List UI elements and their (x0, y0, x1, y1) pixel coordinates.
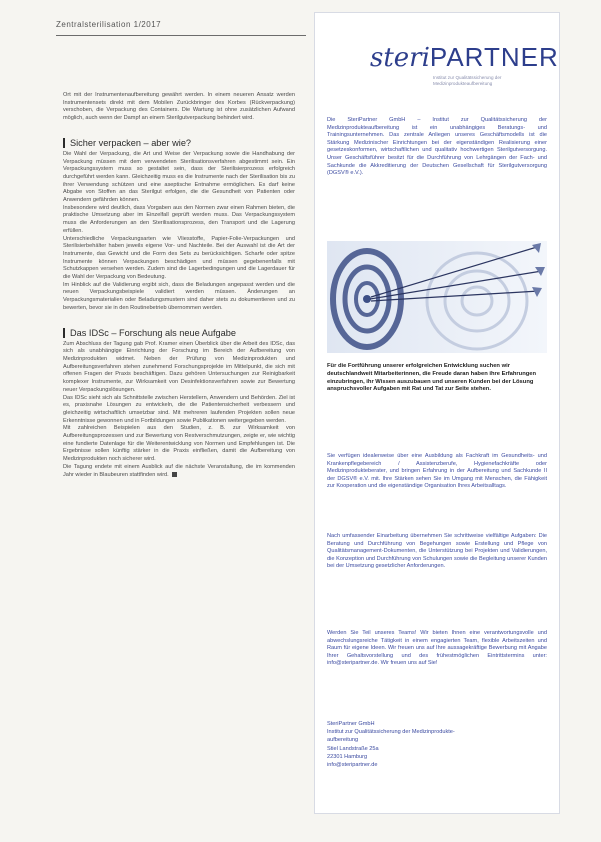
contact-street: Stiel Landstraße 25a (327, 745, 379, 752)
job-ad-sidebar (314, 12, 560, 814)
end-of-article-mark (172, 472, 177, 477)
company-intro: Die SteriPartner GmbH – Institut zur Qualitätssicherung der Medizinprodukteaufbereitung ist ein unabhängiges Beratungs- und Trainingsunternehmen. Das zentrale Anliegen unseres Geschäftsmodells ist die Stärkung Medizinischer Einrichtungen bei der eigenständigen Realisierung einer gesetzeskonformen, wirtschaftlichen und qualitativ hochwertigen Sterilgutversorgung. Unser Geschäftsführer besitzt für die Durchführung von Lehrgängen der Fach- und Sachkunde die Akkreditierung der Deutschen Gesellschaft für Sterilgutversorgung (DGSV® e.V.). (327, 117, 547, 177)
logo-steri: steri (370, 43, 430, 73)
application-paragraph: Werden Sie Teil unseres Teams! Wir bieten Ihnen eine verantwortungsvolle und abwechslungsreiche Tätigkeit in einem engagierten Team, flexible Arbeitszeiten und Raum für eigene Ideen. Wir freuen uns auf Ihre aussagekräftige Bewerbung mit Angabe Ihrer Gehaltsvorstellung und des frühestmöglichen Eintrittstermins unter: info@steripartner.de. Wir freuen uns auf Sie! (327, 630, 547, 667)
body-paragraph: Unterschiedliche Verpackungsarten wie Vliesstoffe, Papier-Folie-Verpackungen und Sterilisierbehälter haben jeweils eigene Vor- und Nachteile. Bei der Auswahl ist die Art der Instrumente, das Gewicht und die Form des Sets zu berücksichtigen. Scharfe oder spitze Instrumente können Verpackungen beschädigen und müssen gegebenenfalls mit Schutzkappen versehen werden. Zudem sind die Lagerbedingungen und die Lagerdauer für die Wahl der Verpackung von Bedeutung. (63, 235, 295, 281)
contact-city: 22301 Hamburg (327, 753, 368, 760)
heading-bar (63, 328, 65, 338)
target-photo-svg (327, 241, 547, 353)
requirements-paragraph: Sie verfügen idealerweise über eine Ausbildung als Fachkraft im Gesundheits- und Krankenpflegebereich / Assistenzberufe, Hygienefachkräfte oder Medizinprodukteberater, und bringen Erfahrung in der Aufbereitung und Sachkunde II der DGSV® e.V. mit. Ihre Stärken sehen Sie im Umgang mit Menschen, die Fähigkeit zur Kooperation und die eigenständige Organisation Ihres Arbeitsalltags. (327, 453, 547, 490)
body-paragraph: Die Wahl der Verpackung, die Art und Weise der Verpackung sowie die Handhabung der Verpackung müssen mit dem verwendeten Sterilisationsverfahren abgestimmt sein. Ein Verpackungssystem muss so gestaltet sein, dass der Sterilisierprozess erfolgreich durchgeführt werden kann. Gleichzeitig muss es die Instrumente nach der Sterilisation bis zu ihrer Verwendung schützen und eine aseptische Entnahme ermöglichen. Es darf keine Abgabe von Stoffen an das Sterilgut erfolgen, die die Gesundheit von Patienten oder Anwendern gefährden können. (63, 150, 295, 204)
steripartner-logo (370, 43, 559, 72)
article-column (63, 92, 295, 479)
body-paragraph: Mit zahlreichen Beispielen aus den Studien, z. B. zur Wirksamkeit von Aufbereitungsprozessen und zur Bewertung von Restverschmutzungen, zeigte er, wie wichtig eine fundierte Datenlage für die Weiterentwicklung von Normen und Empfehlungen ist. Die Ergebnisse sollen künftig stärker in die Praxis einfließen, damit die Aufbereitung von Medizinprodukten noch sicherer wird. (63, 425, 295, 463)
heading-bar (63, 138, 65, 148)
recruiting-headline: Für die Fortführung unserer erfolgreichen Entwicklung suchen wir deutschlandweit Mitarbeiterinnen, die Freude daran haben ihre Erfahrungen einzubringen, ihr Wissen auszubauen und unseren Kunden bei der Lösung anspruchsvoller Aufgaben mit Rat und Tat zur Seite stehen. (327, 363, 537, 393)
contact-line2: aufbereitung (327, 737, 359, 744)
body-paragraph: Im Hinblick auf die Validierung ergibt sich, dass die Beladungen angepasst werden und die neuen Verpackungsbeispiele validiert werden müssen. Änderungen an Verpackungsmaterialien oder Beladungsmustern sind daher stets zu dokumentieren und zu bewerten, bevor sie in den Routinebetrieb übernommen werden. (63, 281, 295, 311)
contact-block (327, 720, 547, 769)
body-paragraph: Zum Abschluss der Tagung gab Prof. Kramer einen Überblick über die Arbeit des IDSc, das sich als unabhängige Einrichtung der Forschung im Bereich der Aufbereitung von Medizinprodukten widmet. Neben der Prüfung von Medizinprodukten und Aufbereitungsverfahren stehen zunehmend Forschungsprojekte im Mittelpunkt, die sich mit offenen Fragen der Praxis beschäftigen. Dazu gehören Untersuchungen zur Reinigbarkeit komplexer Instrumente, zur Wirksamkeit von Desinfektionsverfahren sowie zur Bewertung neuer Verpackungslösungen. (63, 340, 295, 393)
contact-line1: Institut zur Qualitätssicherung der Medizinprodukte- (327, 729, 455, 736)
section1-title: Sicher verpacken – aber wie? (70, 137, 192, 148)
section2-title: Das IDSc – Forschung als neue Aufgabe (70, 327, 236, 338)
intro-paragraph: Ort mit der Instrumentenaufbereitung gewährt werden. In einem neueren Ansatz werden Instrumentensets direkt mit dem Mobilen Zurückbringer des Korbes (Rückverpackung) verschoben, die Verpackung des Containers. Die Wartung ist ohne zusätzlichen Aufwand möglich, auch wenn der Dampf an einem Sterilgutverpackung behindert wird. (63, 92, 295, 122)
logo-area (315, 13, 559, 109)
logo-partner: PARTNER (429, 42, 559, 72)
contact-company: SteriPartner GmbH (327, 721, 375, 727)
logo-tagline: Institut zur Qualitätssicherung der Medizinprodukteaufbereitung (433, 75, 502, 86)
section-heading (63, 327, 295, 339)
section-heading (63, 137, 295, 149)
page-header: Zentralsterilisation 1/2017 (56, 20, 162, 29)
header-rule (56, 35, 306, 36)
target-arrows-photo (327, 241, 547, 353)
closing-paragraph: Die Tagung endete mit einem Ausblick auf die nächste Veranstaltung, die im kommenden Jahr wieder in Blaubeuren stattfinden wird. (63, 463, 295, 478)
tasks-paragraph: Nach umfassender Einarbeitung übernehmen Sie schrittweise vielfältige Aufgaben: Die Beratung und Durchführung von Begehungen sowie Erstellung und Pflege von Qualitätsmanagement-Dokumenten, die Unterstützung bei Projekten und Validierungen, die Konzeption und Durchführung von Schulungen sowie die Begleitung unserer Kunden bei der Umsetzung gesetzlicher Anforderungen. (327, 533, 547, 570)
contact-email[interactable]: info@steripartner.de (327, 762, 378, 769)
body-paragraph: Das IDSc sieht sich als Schnittstelle zwischen Herstellern, Anwendern und Behörden. Ziel ist es, praxisnahe Lösungen zu entwickeln, die die Patientensicherheit verbessern und gleichzeitig wirtschaftlich umsetzbar sind. Mit mehreren laufenden Projekten sollen neue Erkenntnisse gewonnen und in Fortbildungen sowie Publikationen weitergegeben werden. (63, 394, 295, 424)
body-paragraph: Insbesondere wird deutlich, dass Vorgaben aus den Normen zwar einen Rahmen bieten, die praktische Umsetzung aber im Einzelfall geprüft werden muss. Das Verpackungssystem muss die Anforderungen an den Sterilisationsprozess, den Transport und die Lagerung erfüllen. (63, 204, 295, 234)
